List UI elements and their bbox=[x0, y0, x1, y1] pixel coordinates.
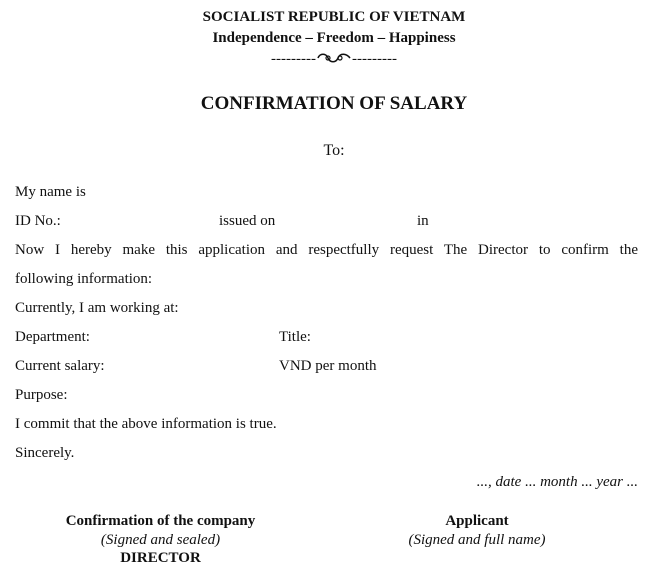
request-line-2: following information: bbox=[15, 271, 153, 287]
recipient-label: To: bbox=[323, 142, 345, 159]
applicant-signature-note: (Signed and full name) bbox=[408, 532, 546, 548]
company-signature-note: (Signed and sealed) bbox=[100, 532, 221, 548]
motto: Independence – Freedom – Happiness bbox=[212, 30, 456, 46]
document-title: CONFIRMATION OF SALARY bbox=[200, 93, 468, 114]
country-heading: SOCIALIST REPUBLIC OF VIETNAM bbox=[202, 9, 466, 25]
company-director-label: DIRECTOR bbox=[120, 550, 201, 566]
working-at-label: Currently, I am working at: bbox=[15, 300, 179, 316]
salary-unit: VND per month bbox=[279, 358, 377, 374]
date-line: ..., date ... month ... year ... bbox=[476, 474, 638, 490]
closing-sincerely: Sincerely. bbox=[15, 445, 75, 461]
purpose-label: Purpose: bbox=[15, 387, 68, 403]
divider-left: --------- bbox=[271, 51, 316, 67]
request-line-1: Now I hereby make this application and respectfully request The Director to confirm the bbox=[15, 242, 638, 258]
job-title-label: Title: bbox=[279, 329, 311, 345]
department-label: Department: bbox=[15, 329, 90, 345]
applicant-signature-heading: Applicant bbox=[445, 513, 509, 529]
name-label: My name is bbox=[15, 184, 86, 200]
ornament-icon bbox=[316, 52, 352, 64]
commitment-statement: I commit that the above information is true. bbox=[15, 416, 277, 432]
ornamental-divider bbox=[0, 51, 668, 68]
divider-right: --------- bbox=[352, 51, 397, 67]
company-signature-block bbox=[38, 513, 283, 567]
company-signature-heading: Confirmation of the company bbox=[65, 513, 256, 529]
applicant-signature-block bbox=[382, 513, 572, 549]
issued-place-label: in bbox=[417, 213, 429, 229]
issued-on-label: issued on bbox=[219, 213, 276, 229]
current-salary-label: Current salary: bbox=[15, 358, 105, 374]
id-label: ID No.: bbox=[15, 213, 61, 229]
